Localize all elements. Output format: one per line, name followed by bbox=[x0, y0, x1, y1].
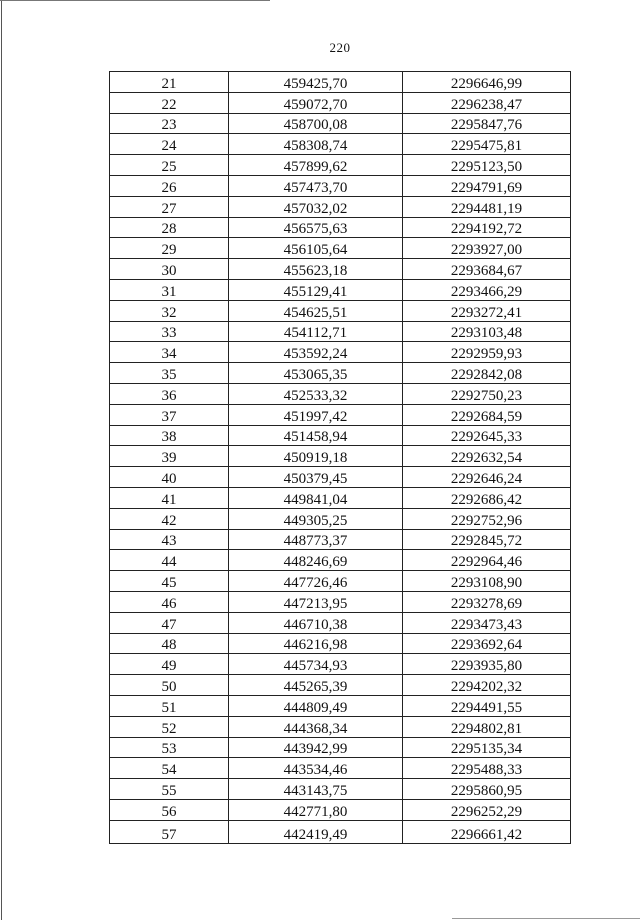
x-coordinate-cell: 447726,46 bbox=[229, 571, 403, 592]
table-row bbox=[110, 446, 571, 467]
point-number-cell: 40 bbox=[110, 467, 229, 488]
table-row bbox=[110, 196, 571, 217]
point-number-cell: 50 bbox=[110, 675, 229, 696]
table-row bbox=[110, 217, 571, 238]
y-coordinate-cell: 2294491,55 bbox=[403, 695, 571, 716]
x-coordinate-cell: 458308,74 bbox=[229, 134, 403, 155]
point-number-cell: 23 bbox=[110, 113, 229, 134]
y-coordinate-cell: 2295123,50 bbox=[403, 155, 571, 176]
table-row bbox=[110, 321, 571, 342]
point-number-cell: 54 bbox=[110, 758, 229, 779]
table-row bbox=[110, 238, 571, 259]
point-number-cell: 21 bbox=[110, 72, 229, 93]
point-number-cell: 41 bbox=[110, 487, 229, 508]
x-coordinate-cell: 449841,04 bbox=[229, 487, 403, 508]
point-number-cell: 30 bbox=[110, 259, 229, 280]
coordinates-table bbox=[109, 71, 571, 844]
y-coordinate-cell: 2293935,80 bbox=[403, 654, 571, 675]
y-coordinate-cell: 2292964,46 bbox=[403, 550, 571, 571]
point-number-cell: 36 bbox=[110, 383, 229, 404]
point-number-cell: 27 bbox=[110, 196, 229, 217]
point-number-cell: 56 bbox=[110, 799, 229, 820]
y-coordinate-cell: 2295860,95 bbox=[403, 779, 571, 800]
x-coordinate-cell: 444368,34 bbox=[229, 716, 403, 737]
x-coordinate-cell: 459072,70 bbox=[229, 92, 403, 113]
table-row bbox=[110, 758, 571, 779]
point-number-cell: 34 bbox=[110, 342, 229, 363]
page-number: 220 bbox=[329, 40, 351, 55]
x-coordinate-cell: 455129,41 bbox=[229, 279, 403, 300]
point-number-cell: 47 bbox=[110, 612, 229, 633]
table-row bbox=[110, 92, 571, 113]
table-row bbox=[110, 487, 571, 508]
table-row bbox=[110, 134, 571, 155]
x-coordinate-cell: 456575,63 bbox=[229, 217, 403, 238]
y-coordinate-cell: 2292645,33 bbox=[403, 425, 571, 446]
x-coordinate-cell: 457032,02 bbox=[229, 196, 403, 217]
table-row bbox=[110, 113, 571, 134]
y-coordinate-cell: 2294802,81 bbox=[403, 716, 571, 737]
x-coordinate-cell: 451458,94 bbox=[229, 425, 403, 446]
y-coordinate-cell: 2293272,41 bbox=[403, 300, 571, 321]
point-number-cell: 39 bbox=[110, 446, 229, 467]
point-number-cell: 22 bbox=[110, 92, 229, 113]
x-coordinate-cell: 446710,38 bbox=[229, 612, 403, 633]
x-coordinate-cell: 445265,39 bbox=[229, 675, 403, 696]
point-number-cell: 32 bbox=[110, 300, 229, 321]
point-number-cell: 45 bbox=[110, 571, 229, 592]
x-coordinate-cell: 454112,71 bbox=[229, 321, 403, 342]
table-row bbox=[110, 279, 571, 300]
x-coordinate-cell: 443534,46 bbox=[229, 758, 403, 779]
x-coordinate-cell: 450919,18 bbox=[229, 446, 403, 467]
x-coordinate-cell: 444809,49 bbox=[229, 695, 403, 716]
point-number-cell: 29 bbox=[110, 238, 229, 259]
y-coordinate-cell: 2293278,69 bbox=[403, 591, 571, 612]
x-coordinate-cell: 457899,62 bbox=[229, 155, 403, 176]
table-row bbox=[110, 175, 571, 196]
point-number-cell: 44 bbox=[110, 550, 229, 571]
point-number-cell: 35 bbox=[110, 363, 229, 384]
x-coordinate-cell: 450379,45 bbox=[229, 467, 403, 488]
y-coordinate-cell: 2292959,93 bbox=[403, 342, 571, 363]
x-coordinate-cell: 451997,42 bbox=[229, 404, 403, 425]
point-number-cell: 38 bbox=[110, 425, 229, 446]
y-coordinate-cell: 2294192,72 bbox=[403, 217, 571, 238]
y-coordinate-cell: 2296252,29 bbox=[403, 799, 571, 820]
y-coordinate-cell: 2293466,29 bbox=[403, 279, 571, 300]
table-row bbox=[110, 363, 571, 384]
x-coordinate-cell: 442419,49 bbox=[229, 820, 403, 843]
point-number-cell: 42 bbox=[110, 508, 229, 529]
table-row bbox=[110, 467, 571, 488]
x-coordinate-cell: 452533,32 bbox=[229, 383, 403, 404]
table-row bbox=[110, 716, 571, 737]
table-row bbox=[110, 591, 571, 612]
table-row bbox=[110, 799, 571, 820]
y-coordinate-cell: 2295135,34 bbox=[403, 737, 571, 758]
x-coordinate-cell: 459425,70 bbox=[229, 72, 403, 93]
x-coordinate-cell: 446216,98 bbox=[229, 633, 403, 654]
point-number-cell: 26 bbox=[110, 175, 229, 196]
point-number-cell: 43 bbox=[110, 529, 229, 550]
table-row bbox=[110, 72, 571, 93]
point-number-cell: 24 bbox=[110, 134, 229, 155]
point-number-cell: 37 bbox=[110, 404, 229, 425]
x-coordinate-cell: 448246,69 bbox=[229, 550, 403, 571]
table-row bbox=[110, 259, 571, 280]
point-number-cell: 52 bbox=[110, 716, 229, 737]
point-number-cell: 55 bbox=[110, 779, 229, 800]
y-coordinate-cell: 2295847,76 bbox=[403, 113, 571, 134]
y-coordinate-cell: 2292646,24 bbox=[403, 467, 571, 488]
y-coordinate-cell: 2296238,47 bbox=[403, 92, 571, 113]
table-row bbox=[110, 155, 571, 176]
table-row bbox=[110, 633, 571, 654]
y-coordinate-cell: 2292752,96 bbox=[403, 508, 571, 529]
y-coordinate-cell: 2292842,08 bbox=[403, 363, 571, 384]
x-coordinate-cell: 443143,75 bbox=[229, 779, 403, 800]
x-coordinate-cell: 457473,70 bbox=[229, 175, 403, 196]
table-row bbox=[110, 425, 571, 446]
table-row bbox=[110, 779, 571, 800]
point-number-cell: 57 bbox=[110, 820, 229, 843]
y-coordinate-cell: 2295488,33 bbox=[403, 758, 571, 779]
point-number-cell: 28 bbox=[110, 217, 229, 238]
y-coordinate-cell: 2293103,48 bbox=[403, 321, 571, 342]
y-coordinate-cell: 2292632,54 bbox=[403, 446, 571, 467]
point-number-cell: 53 bbox=[110, 737, 229, 758]
table-row bbox=[110, 675, 571, 696]
table-row bbox=[110, 529, 571, 550]
x-coordinate-cell: 443942,99 bbox=[229, 737, 403, 758]
table-row bbox=[110, 300, 571, 321]
point-number-cell: 48 bbox=[110, 633, 229, 654]
point-number-cell: 49 bbox=[110, 654, 229, 675]
table-row bbox=[110, 654, 571, 675]
point-number-cell: 33 bbox=[110, 321, 229, 342]
x-coordinate-cell: 456105,64 bbox=[229, 238, 403, 259]
page-edge-bottom bbox=[452, 918, 640, 919]
y-coordinate-cell: 2293927,00 bbox=[403, 238, 571, 259]
y-coordinate-cell: 2296661,42 bbox=[403, 820, 571, 843]
coordinates-table-body bbox=[110, 72, 571, 844]
x-coordinate-cell: 453592,24 bbox=[229, 342, 403, 363]
y-coordinate-cell: 2293684,67 bbox=[403, 259, 571, 280]
x-coordinate-cell: 454625,51 bbox=[229, 300, 403, 321]
x-coordinate-cell: 453065,35 bbox=[229, 363, 403, 384]
table-row bbox=[110, 550, 571, 571]
page-edge-top bbox=[0, 0, 270, 1]
table-row bbox=[110, 571, 571, 592]
y-coordinate-cell: 2296646,99 bbox=[403, 72, 571, 93]
x-coordinate-cell: 449305,25 bbox=[229, 508, 403, 529]
x-coordinate-cell: 448773,37 bbox=[229, 529, 403, 550]
y-coordinate-cell: 2292686,42 bbox=[403, 487, 571, 508]
point-number-cell: 46 bbox=[110, 591, 229, 612]
x-coordinate-cell: 442771,80 bbox=[229, 799, 403, 820]
point-number-cell: 31 bbox=[110, 279, 229, 300]
table-row bbox=[110, 695, 571, 716]
x-coordinate-cell: 455623,18 bbox=[229, 259, 403, 280]
y-coordinate-cell: 2292845,72 bbox=[403, 529, 571, 550]
x-coordinate-cell: 458700,08 bbox=[229, 113, 403, 134]
point-number-cell: 25 bbox=[110, 155, 229, 176]
table-row bbox=[110, 342, 571, 363]
y-coordinate-cell: 2293473,43 bbox=[403, 612, 571, 633]
y-coordinate-cell: 2292684,59 bbox=[403, 404, 571, 425]
table-row bbox=[110, 612, 571, 633]
y-coordinate-cell: 2293692,64 bbox=[403, 633, 571, 654]
table-row bbox=[110, 508, 571, 529]
y-coordinate-cell: 2293108,90 bbox=[403, 571, 571, 592]
table-row bbox=[110, 737, 571, 758]
table-row bbox=[110, 404, 571, 425]
x-coordinate-cell: 445734,93 bbox=[229, 654, 403, 675]
x-coordinate-cell: 447213,95 bbox=[229, 591, 403, 612]
table-row bbox=[110, 383, 571, 404]
y-coordinate-cell: 2292750,23 bbox=[403, 383, 571, 404]
page-edge-left bbox=[1, 0, 2, 920]
y-coordinate-cell: 2295475,81 bbox=[403, 134, 571, 155]
y-coordinate-cell: 2294481,19 bbox=[403, 196, 571, 217]
table-row bbox=[110, 820, 571, 843]
point-number-cell: 51 bbox=[110, 695, 229, 716]
y-coordinate-cell: 2294791,69 bbox=[403, 175, 571, 196]
y-coordinate-cell: 2294202,32 bbox=[403, 675, 571, 696]
